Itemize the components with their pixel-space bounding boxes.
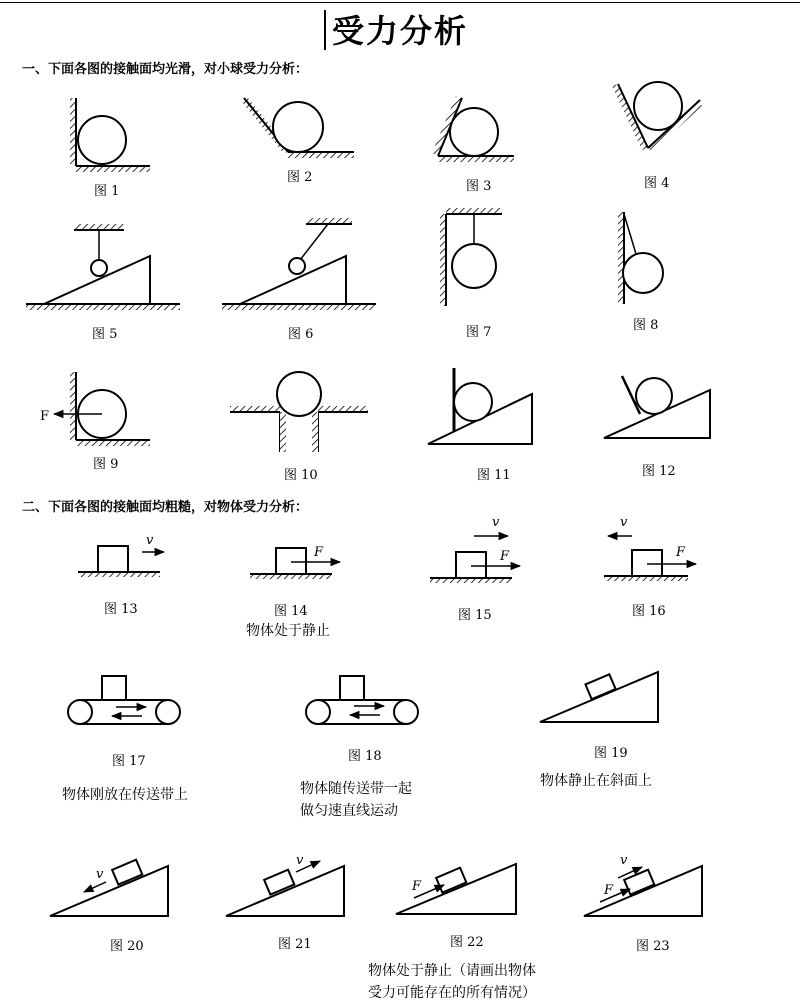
caption-figure-23: 图 23 — [636, 939, 670, 954]
caption-figure-5: 图 5 — [92, 327, 118, 342]
f16-velocity-label: v — [620, 515, 628, 530]
page-title: 受力分析 — [331, 12, 468, 50]
note-figure-18-line2: 做匀速直线运动 — [300, 803, 398, 819]
caption-figure-20: 图 20 — [110, 939, 144, 954]
f13-velocity-label: v — [146, 533, 154, 548]
note-figure-19: 物体静止在斜面上 — [540, 773, 652, 789]
f23-velocity-label: v — [620, 853, 628, 868]
figure-10-ball-in-gap — [230, 372, 368, 452]
caption-figure-1: 图 1 — [94, 184, 120, 199]
figure-6-ball-slanted-rope-incline — [222, 218, 376, 310]
figure-11-ball-wall-incline — [428, 368, 532, 444]
figure-8-ball-rope-wall — [618, 212, 663, 304]
caption-figure-12: 图 12 — [642, 464, 676, 479]
f20-velocity-label: v — [96, 867, 104, 882]
figure-21-block-incline-moving-up — [226, 861, 344, 916]
caption-figure-2: 图 2 — [287, 170, 313, 185]
caption-figure-9: 图 9 — [93, 457, 119, 472]
figure-2-ball-slanted-wall — [242, 98, 354, 158]
figure-7-ball-hanging-wall — [440, 208, 502, 306]
caption-figure-11: 图 11 — [477, 468, 511, 483]
caption-figure-6: 图 6 — [288, 327, 314, 342]
caption-figure-3: 图 3 — [466, 179, 492, 194]
note-figure-17: 物体刚放在传送带上 — [62, 787, 188, 803]
caption-figure-16: 图 16 — [632, 604, 666, 619]
section-2-heading: 二、下面各图的接触面均粗糙，对物体受力分析： — [22, 500, 309, 515]
caption-figure-14: 图 14 — [274, 604, 308, 619]
figure-18-conveyor — [306, 676, 418, 724]
note-figure-22-line2: 受力可能存在的所有情况） — [368, 985, 536, 1001]
note-figure-22-line1: 物体处于静止（请画出物体 — [368, 963, 536, 979]
f22-force-label: F — [412, 879, 422, 894]
caption-figure-18: 图 18 — [348, 749, 382, 764]
caption-figure-7: 图 7 — [466, 325, 492, 340]
caption-figure-22: 图 22 — [450, 935, 484, 950]
caption-figure-13: 图 13 — [104, 602, 138, 617]
figure-13-block-moving — [78, 546, 164, 577]
figure-1-ball-corner — [70, 98, 150, 172]
figure-14-block-pulled — [250, 548, 340, 579]
f15-velocity-label: v — [492, 515, 500, 530]
caption-figure-15: 图 15 — [458, 608, 492, 623]
figure-4-ball-v-groove — [612, 82, 702, 152]
note-figure-14: 物体处于静止 — [246, 623, 330, 639]
figure-19-block-incline — [540, 672, 658, 722]
caption-figure-19: 图 19 — [594, 746, 628, 761]
f21-velocity-label: v — [296, 853, 304, 868]
caption-figure-17: 图 17 — [112, 754, 146, 769]
figure-23-block-incline-force-moving — [584, 866, 702, 916]
figure-17-conveyor — [68, 676, 180, 724]
figure-20-block-incline-moving — [50, 860, 168, 916]
f15-force-label: F — [500, 549, 510, 564]
figure-9-ball-corner-force — [54, 372, 150, 446]
f16-force-label: F — [676, 545, 686, 560]
caption-figure-21: 图 21 — [278, 937, 312, 952]
caption-figure-10: 图 10 — [284, 468, 318, 483]
note-figure-18-line1: 物体随传送带一起 — [300, 781, 412, 797]
figure-5-ball-hanging-incline — [26, 224, 180, 310]
figure-12-ball-tilted-board-incline — [604, 376, 710, 438]
f23-force-label: F — [604, 883, 614, 898]
section-1-heading: 一、下面各图的接触面均光滑，对小球受力分析： — [22, 62, 309, 77]
figure-3-ball-slanted-wall — [432, 96, 514, 162]
caption-figure-8: 图 8 — [633, 318, 659, 333]
f14-force-label: F — [314, 545, 324, 560]
caption-figure-4: 图 4 — [644, 176, 670, 191]
f9-force-label: F — [40, 409, 50, 424]
